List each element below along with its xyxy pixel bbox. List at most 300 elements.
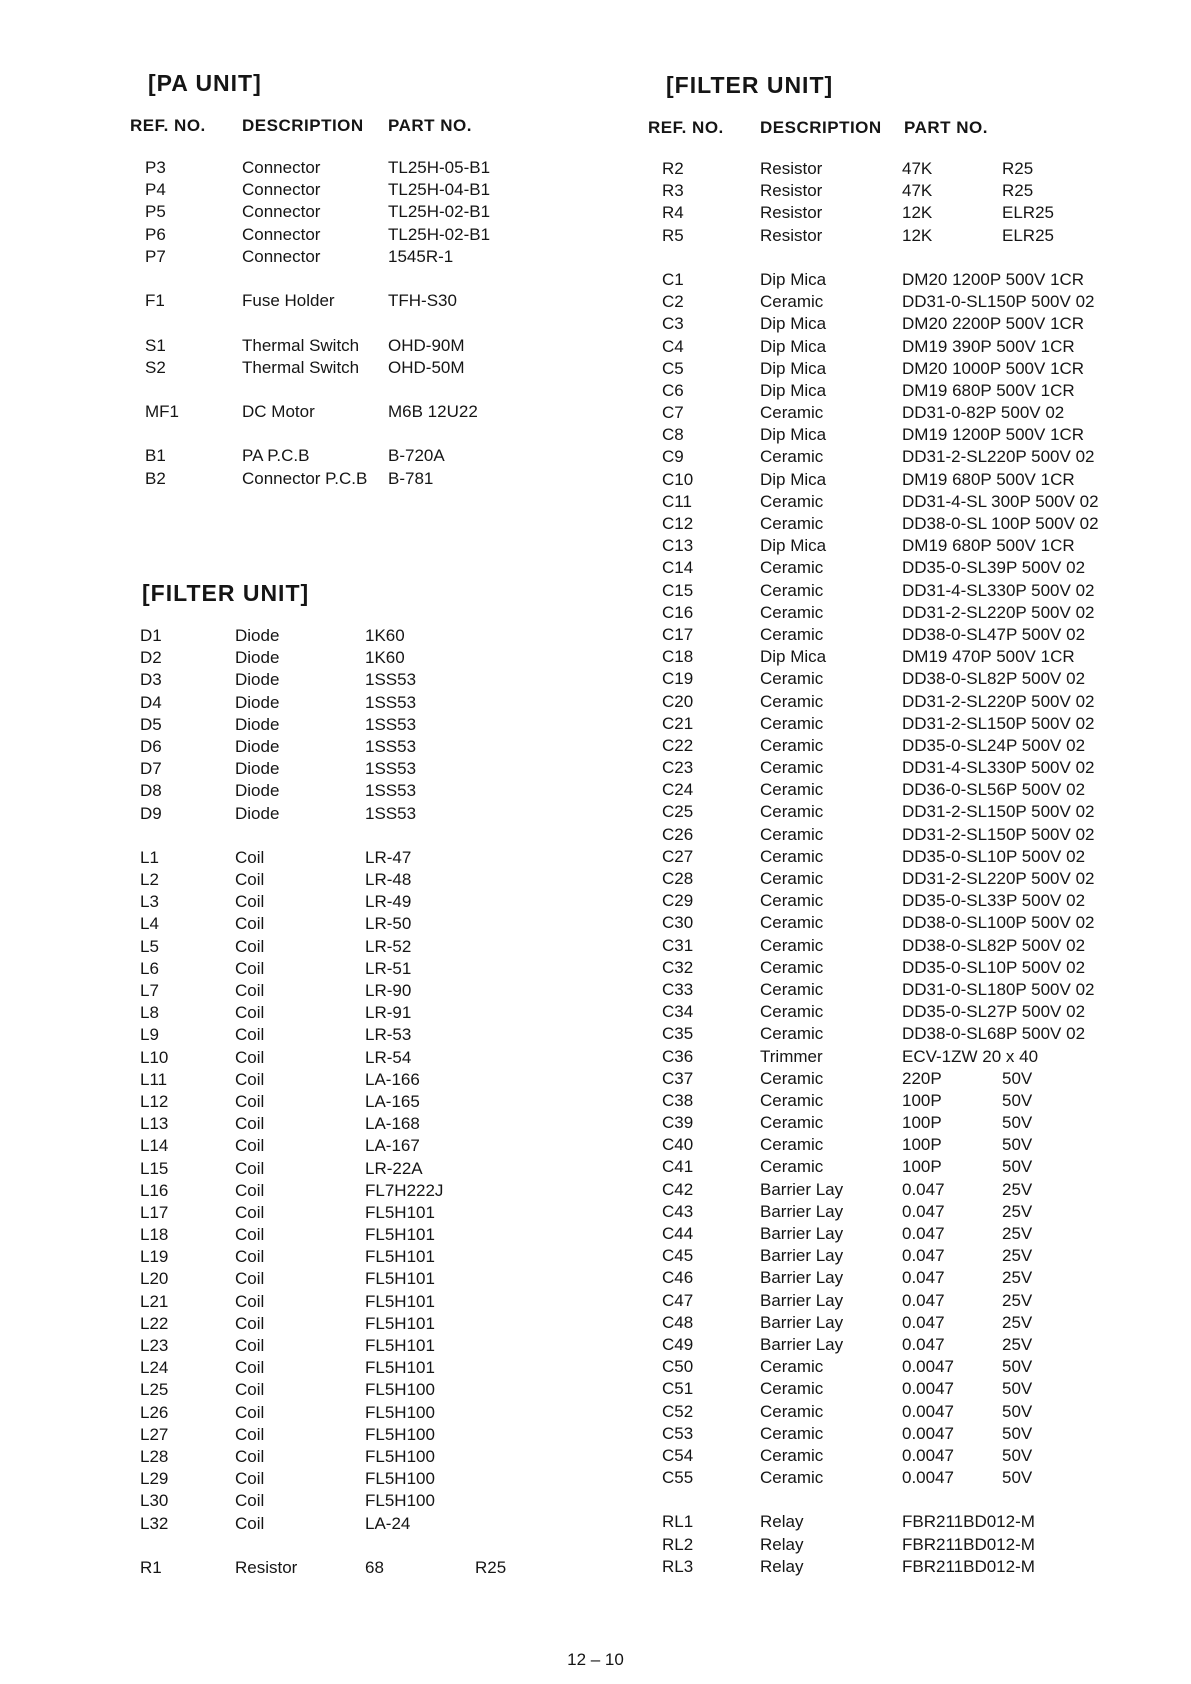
table-row: [130, 1379, 630, 1401]
cell-ref: C41: [662, 1157, 694, 1177]
cell-desc: Fuse Holder: [242, 291, 335, 311]
cell-desc: Ceramic: [760, 1135, 824, 1155]
cell-part: DM19 390P 500V 1CR: [902, 336, 1075, 356]
cell-desc: Coil: [235, 1069, 265, 1089]
cell-part: 0.047: [902, 1201, 945, 1221]
cell-part: DD38-0-SL 100P 500V 02: [902, 514, 1099, 533]
cell-ref: C17: [662, 624, 694, 644]
cell-ref: C15: [662, 580, 694, 600]
left-filter-unit-table: [130, 625, 630, 1579]
cell-ref: L26: [140, 1402, 169, 1422]
table-row: [130, 1180, 630, 1202]
cell-desc: Coil: [235, 1025, 265, 1045]
table-row: [648, 779, 1168, 801]
cell-ref: L6: [140, 958, 159, 978]
cell-part: B-781: [388, 468, 434, 488]
cell-desc: Connector: [242, 180, 321, 200]
table-row: [130, 1268, 630, 1290]
cell-ref: C24: [662, 780, 694, 800]
cell-ref: L17: [140, 1202, 169, 1222]
cell-desc: Ceramic: [760, 802, 824, 822]
cell-desc: Coil: [235, 1291, 265, 1311]
cell-ref: L5: [140, 936, 159, 956]
cell-desc: Relay: [760, 1512, 804, 1532]
cell-desc: Dip Mica: [760, 336, 827, 356]
table-row: [648, 691, 1168, 713]
cell-part: DD31-4-SL330P 500V 02: [902, 758, 1095, 778]
cell-part: DD31-2-SL150P 500V 02: [902, 824, 1095, 844]
cell-ref: L29: [140, 1469, 169, 1489]
cell-part: LA-167: [365, 1136, 420, 1156]
cell-part: 100P: [902, 1135, 942, 1155]
cell-desc: PA P.C.B: [242, 446, 310, 466]
cell-desc: Dip Mica: [760, 314, 827, 334]
cell-ref: C18: [662, 647, 694, 667]
cell-desc: Coil: [235, 1247, 265, 1267]
table-row: [648, 247, 1168, 269]
cell-ref: C35: [662, 1024, 694, 1044]
cell-desc: Coil: [235, 1491, 265, 1511]
cell-part: 68: [365, 1557, 384, 1577]
cell-part: DD31-2-SL150P 500V 02: [902, 802, 1095, 822]
cell-part: TL25H-02-B1: [388, 202, 491, 222]
cell-ref: B2: [145, 468, 166, 488]
cell-ref: C31: [662, 935, 694, 955]
table-row: [648, 846, 1168, 868]
cell-part: FBR211BD012-M: [902, 1534, 1035, 1554]
table-row: [130, 1113, 630, 1135]
cell-part: 0.0047: [902, 1357, 954, 1377]
cell-suffix: 50V: [1002, 1379, 1033, 1399]
cell-desc: Ceramic: [760, 580, 824, 600]
table-row: [648, 1112, 1168, 1134]
cell-ref: L27: [140, 1424, 169, 1444]
cell-desc: Coil: [235, 1380, 265, 1400]
cell-part: 47K: [902, 159, 933, 178]
cell-desc: Ceramic: [760, 758, 824, 778]
table-row: [648, 1001, 1168, 1023]
cell-ref: L18: [140, 1225, 169, 1245]
cell-desc: Thermal Switch: [242, 335, 360, 355]
table-row: [130, 268, 630, 290]
cell-part: 1SS53: [365, 670, 417, 690]
cell-suffix: 50V: [1002, 1090, 1033, 1110]
cell-desc: Ceramic: [760, 1113, 824, 1133]
cell-part: DD35-0-SL10P 500V 02: [902, 957, 1086, 977]
cell-part: FBR211BD012-M: [902, 1512, 1035, 1532]
cell-part: DD31-2-SL220P 500V 02: [902, 602, 1095, 622]
cell-desc: Ceramic: [760, 1157, 824, 1177]
cell-ref: D8: [140, 781, 162, 801]
cell-ref: C26: [662, 824, 694, 844]
cell-desc: Coil: [235, 1446, 265, 1466]
table-row: [648, 1245, 1168, 1267]
table-row: [130, 1002, 630, 1024]
cell-desc: Resistor: [760, 159, 823, 178]
cell-desc: Ceramic: [760, 558, 824, 578]
table-row: [130, 1468, 630, 1490]
table-row: [130, 669, 630, 691]
rf-header-ref: REF. NO.: [648, 118, 724, 137]
cell-desc: Ceramic: [760, 979, 824, 999]
cell-desc: Dip Mica: [760, 469, 827, 489]
table-row: [648, 1445, 1168, 1467]
table-row: [648, 1023, 1168, 1045]
cell-part: 0.047: [902, 1246, 945, 1266]
table-row: [648, 180, 1168, 202]
table-row: [130, 714, 630, 736]
cell-desc: Ceramic: [760, 447, 824, 467]
cell-desc: Ceramic: [760, 1090, 824, 1110]
cell-ref: S2: [145, 357, 166, 377]
table-row: [130, 913, 630, 935]
cell-desc: Barrier Lay: [760, 1179, 844, 1199]
table-row: [130, 1224, 630, 1246]
cell-part: LR-52: [365, 936, 412, 956]
cell-part: LR-91: [365, 1003, 412, 1023]
cell-ref: C23: [662, 758, 694, 778]
cell-part: 0.0047: [902, 1423, 954, 1443]
cell-ref: C45: [662, 1246, 694, 1266]
cell-ref: L24: [140, 1358, 169, 1378]
cell-part: FL5H100: [365, 1402, 435, 1422]
pa-header-part: PART NO.: [388, 116, 472, 135]
table-row: [130, 1424, 630, 1446]
cell-desc: Resistor: [760, 203, 823, 223]
cell-part: 1SS53: [365, 692, 417, 712]
cell-part: 0.0047: [902, 1445, 954, 1465]
table-row: [130, 891, 630, 913]
cell-part: LR-54: [365, 1047, 412, 1067]
cell-ref: C22: [662, 735, 694, 755]
table-row: [130, 445, 630, 467]
cell-desc: Ceramic: [760, 1357, 824, 1377]
table-row: [130, 1069, 630, 1091]
table-row: [648, 979, 1168, 1001]
cell-suffix: R25: [1002, 159, 1034, 178]
cell-ref: C3: [662, 314, 684, 334]
cell-ref: D9: [140, 803, 162, 823]
cell-part: DD38-0-SL82P 500V 02: [902, 669, 1086, 689]
cell-ref: C7: [662, 403, 684, 423]
cell-part: LR-50: [365, 914, 412, 934]
table-row: [648, 890, 1168, 912]
cell-desc: Barrier Lay: [760, 1246, 844, 1266]
cell-part: LR-22A: [365, 1158, 423, 1178]
cell-desc: Coil: [235, 1402, 265, 1422]
table-row: [130, 246, 630, 268]
cell-part: LR-48: [365, 870, 412, 890]
cell-ref: C36: [662, 1046, 694, 1066]
table-row: [648, 868, 1168, 890]
cell-part: 0.047: [902, 1334, 945, 1354]
cell-suffix: 50V: [1002, 1468, 1033, 1488]
cell-ref: C8: [662, 425, 684, 445]
cell-part: 0.047: [902, 1312, 945, 1332]
cell-part: FL5H101: [365, 1247, 435, 1267]
table-row: [130, 647, 630, 669]
table-row: [648, 313, 1168, 335]
cell-ref: RL2: [662, 1534, 694, 1554]
cell-desc: Ceramic: [760, 935, 824, 955]
cell-ref: R4: [662, 203, 684, 223]
cell-suffix: 50V: [1002, 1135, 1033, 1155]
cell-desc: Coil: [235, 958, 265, 978]
cell-desc: Ceramic: [760, 1068, 824, 1088]
cell-ref: D2: [140, 648, 162, 668]
table-row: [130, 468, 630, 490]
cell-part: 0.047: [902, 1268, 945, 1288]
cell-desc: Coil: [235, 1225, 265, 1245]
cell-ref: L12: [140, 1091, 169, 1111]
cell-ref: D3: [140, 670, 162, 690]
pa-header-description: DESCRIPTION: [242, 116, 364, 135]
cell-part: FL5H101: [365, 1336, 435, 1355]
cell-ref: C5: [662, 358, 684, 378]
cell-desc: Coil: [235, 1091, 265, 1111]
cell-desc: Barrier Lay: [760, 1201, 844, 1221]
cell-part: 0.0047: [902, 1468, 954, 1488]
table-row: [130, 869, 630, 891]
cell-desc: Coil: [235, 1336, 265, 1355]
table-row: [130, 1202, 630, 1224]
cell-suffix: 25V: [1002, 1334, 1033, 1354]
page-number: 12 – 10: [567, 1650, 624, 1669]
cell-part: 1K60: [365, 626, 405, 645]
cell-desc: Barrier Lay: [760, 1334, 844, 1354]
cell-ref: P4: [145, 180, 166, 200]
cell-desc: Coil: [235, 870, 265, 890]
cell-desc: Diode: [235, 781, 280, 801]
table-row: [130, 1246, 630, 1268]
cell-ref: C52: [662, 1401, 694, 1421]
cell-part: FBR211BD012-M: [902, 1556, 1035, 1576]
cell-desc: Barrier Lay: [760, 1312, 844, 1332]
table-row: [648, 402, 1168, 424]
cell-desc: Coil: [235, 1424, 265, 1444]
cell-part: FL5H101: [365, 1313, 435, 1333]
table-row: [648, 380, 1168, 402]
cell-ref: C43: [662, 1201, 694, 1221]
cell-desc: Ceramic: [760, 691, 824, 711]
cell-desc: Diode: [235, 626, 280, 645]
cell-desc: Ceramic: [760, 735, 824, 755]
cell-ref: L19: [140, 1247, 169, 1267]
cell-part: DD35-0-SL33P 500V 02: [902, 891, 1086, 911]
cell-desc: Connector: [242, 158, 321, 177]
cell-desc: Coil: [235, 1114, 265, 1134]
table-row: [130, 335, 630, 357]
cell-part: 1K60: [365, 648, 405, 668]
cell-ref: L7: [140, 981, 159, 1000]
cell-ref: C50: [662, 1357, 694, 1377]
cell-part: DD31-0-SL150P 500V 02: [902, 292, 1095, 312]
cell-part: DM19 470P 500V 1CR: [902, 647, 1075, 667]
cell-ref: C47: [662, 1290, 694, 1310]
cell-desc: Dip Mica: [760, 536, 827, 556]
cell-part: 12K: [902, 203, 933, 223]
cell-ref: D6: [140, 736, 162, 756]
cell-ref: C34: [662, 1002, 694, 1022]
cell-ref: P3: [145, 158, 166, 177]
cell-part: M6B 12U22: [388, 402, 478, 422]
table-row: [648, 757, 1168, 779]
cell-part: DD35-0-SL10P 500V 02: [902, 846, 1086, 866]
table-row: [648, 1290, 1168, 1312]
cell-part: 1SS53: [365, 803, 417, 823]
cell-ref: C20: [662, 691, 694, 711]
cell-ref: P5: [145, 202, 166, 222]
cell-ref: P7: [145, 246, 166, 266]
cell-ref: C10: [662, 469, 694, 489]
cell-part: FL5H100: [365, 1424, 435, 1444]
cell-ref: L28: [140, 1446, 169, 1466]
table-row: [130, 401, 630, 423]
cell-desc: Relay: [760, 1556, 804, 1576]
cell-ref: C6: [662, 380, 684, 400]
cell-ref: C4: [662, 336, 684, 356]
cell-desc: Ceramic: [760, 514, 824, 533]
cell-ref: L25: [140, 1380, 169, 1400]
cell-part: OHD-90M: [388, 335, 465, 355]
cell-suffix: 25V: [1002, 1268, 1033, 1288]
cell-part: DM19 680P 500V 1CR: [902, 380, 1075, 400]
table-row: [130, 758, 630, 780]
pa-header-ref: REF. NO.: [130, 116, 206, 135]
cell-ref: R3: [662, 181, 684, 201]
cell-part: DM19 1200P 500V 1CR: [902, 425, 1085, 445]
table-row: [130, 423, 630, 445]
cell-suffix: 25V: [1002, 1201, 1033, 1221]
cell-ref: C40: [662, 1135, 694, 1155]
cell-desc: Coil: [235, 1202, 265, 1222]
cell-ref: L20: [140, 1269, 169, 1289]
cell-ref: C14: [662, 558, 694, 578]
cell-part: DD35-0-SL24P 500V 02: [902, 735, 1086, 755]
left-filter-unit-title: [FILTER UNIT]: [142, 580, 310, 606]
cell-ref: P6: [145, 224, 166, 244]
cell-desc: Ceramic: [760, 891, 824, 911]
cell-ref: L15: [140, 1158, 169, 1178]
cell-ref: C19: [662, 669, 694, 689]
cell-desc: Connector: [242, 246, 321, 266]
cell-ref: R5: [662, 225, 684, 245]
cell-part: DD31-4-SL 300P 500V 02: [902, 491, 1099, 511]
cell-desc: Coil: [235, 1136, 265, 1156]
table-row: [130, 1557, 630, 1579]
cell-part: FL5H101: [365, 1269, 435, 1289]
cell-ref: L2: [140, 870, 159, 890]
table-row: [130, 1446, 630, 1468]
rf-header-part: PART NO.: [904, 118, 988, 137]
cell-part: LR-51: [365, 958, 412, 978]
cell-suffix: 50V: [1002, 1113, 1033, 1133]
table-row: [130, 1091, 630, 1113]
cell-ref: D4: [140, 692, 162, 712]
cell-ref: D1: [140, 626, 162, 645]
cell-desc: Ceramic: [760, 1468, 824, 1488]
right-filter-unit-table: [648, 158, 1168, 1578]
cell-part: DD38-0-SL68P 500V 02: [902, 1024, 1086, 1044]
table-row: [648, 1223, 1168, 1245]
cell-ref: L30: [140, 1491, 169, 1511]
cell-ref: C21: [662, 713, 694, 733]
cell-ref: L9: [140, 1025, 159, 1045]
table-row: [130, 201, 630, 223]
table-row: [648, 713, 1168, 735]
cell-part: 0.047: [902, 1179, 945, 1199]
cell-ref: C25: [662, 802, 694, 822]
cell-ref: C28: [662, 869, 694, 888]
cell-part: FL5H101: [365, 1358, 435, 1378]
cell-ref: C37: [662, 1068, 694, 1088]
table-row: [648, 424, 1168, 446]
table-row: [130, 780, 630, 802]
cell-desc: Connector P.C.B: [242, 468, 368, 488]
cell-suffix: 50V: [1002, 1068, 1033, 1088]
cell-desc: Dip Mica: [760, 425, 827, 445]
cell-part: 0.0047: [902, 1401, 954, 1421]
cell-ref: C44: [662, 1224, 694, 1243]
right-filter-unit-title: [FILTER UNIT]: [666, 72, 834, 98]
cell-suffix: 25V: [1002, 1290, 1033, 1310]
table-row: [648, 801, 1168, 823]
cell-part: FL5H101: [365, 1202, 435, 1222]
rf-header-description: DESCRIPTION: [760, 118, 882, 137]
cell-part: DM19 680P 500V 1CR: [902, 536, 1075, 556]
cell-desc: Ceramic: [760, 1379, 824, 1399]
cell-desc: Ceramic: [760, 913, 824, 933]
cell-desc: Barrier Lay: [760, 1224, 844, 1243]
cell-ref: C13: [662, 536, 694, 556]
cell-part: DD31-4-SL330P 500V 02: [902, 580, 1095, 600]
cell-desc: Dip Mica: [760, 358, 827, 378]
cell-desc: Coil: [235, 1003, 265, 1023]
cell-ref: D7: [140, 759, 162, 779]
cell-part: 100P: [902, 1157, 942, 1177]
cell-ref: C54: [662, 1445, 694, 1465]
table-row: [130, 157, 630, 179]
cell-desc: Thermal Switch: [242, 357, 360, 377]
cell-suffix: 50V: [1002, 1445, 1033, 1465]
cell-desc: Dip Mica: [760, 647, 827, 667]
table-row: [130, 312, 630, 334]
cell-ref: C29: [662, 891, 694, 911]
table-row: [130, 692, 630, 714]
cell-ref: L10: [140, 1047, 169, 1067]
cell-desc: Ceramic: [760, 292, 824, 312]
cell-part: FL5H100: [365, 1491, 435, 1511]
cell-part: LA-166: [365, 1069, 420, 1089]
cell-desc: Coil: [235, 1358, 265, 1378]
table-row: [648, 1401, 1168, 1423]
cell-ref: C55: [662, 1468, 694, 1488]
table-row: [648, 1511, 1168, 1533]
cell-ref: C33: [662, 979, 694, 999]
cell-part: LR-49: [365, 892, 412, 912]
table-row: [130, 980, 630, 1002]
cell-desc: Ceramic: [760, 957, 824, 977]
pa-unit-table: [130, 157, 630, 490]
table-row: [648, 469, 1168, 491]
cell-part: LR-53: [365, 1025, 412, 1045]
cell-part: DD31-2-SL220P 500V 02: [902, 447, 1095, 467]
cell-desc: Relay: [760, 1534, 804, 1554]
cell-suffix: 25V: [1002, 1224, 1033, 1243]
cell-desc: Coil: [235, 914, 265, 934]
cell-part: 0.047: [902, 1224, 945, 1243]
cell-desc: Resistor: [760, 225, 823, 245]
